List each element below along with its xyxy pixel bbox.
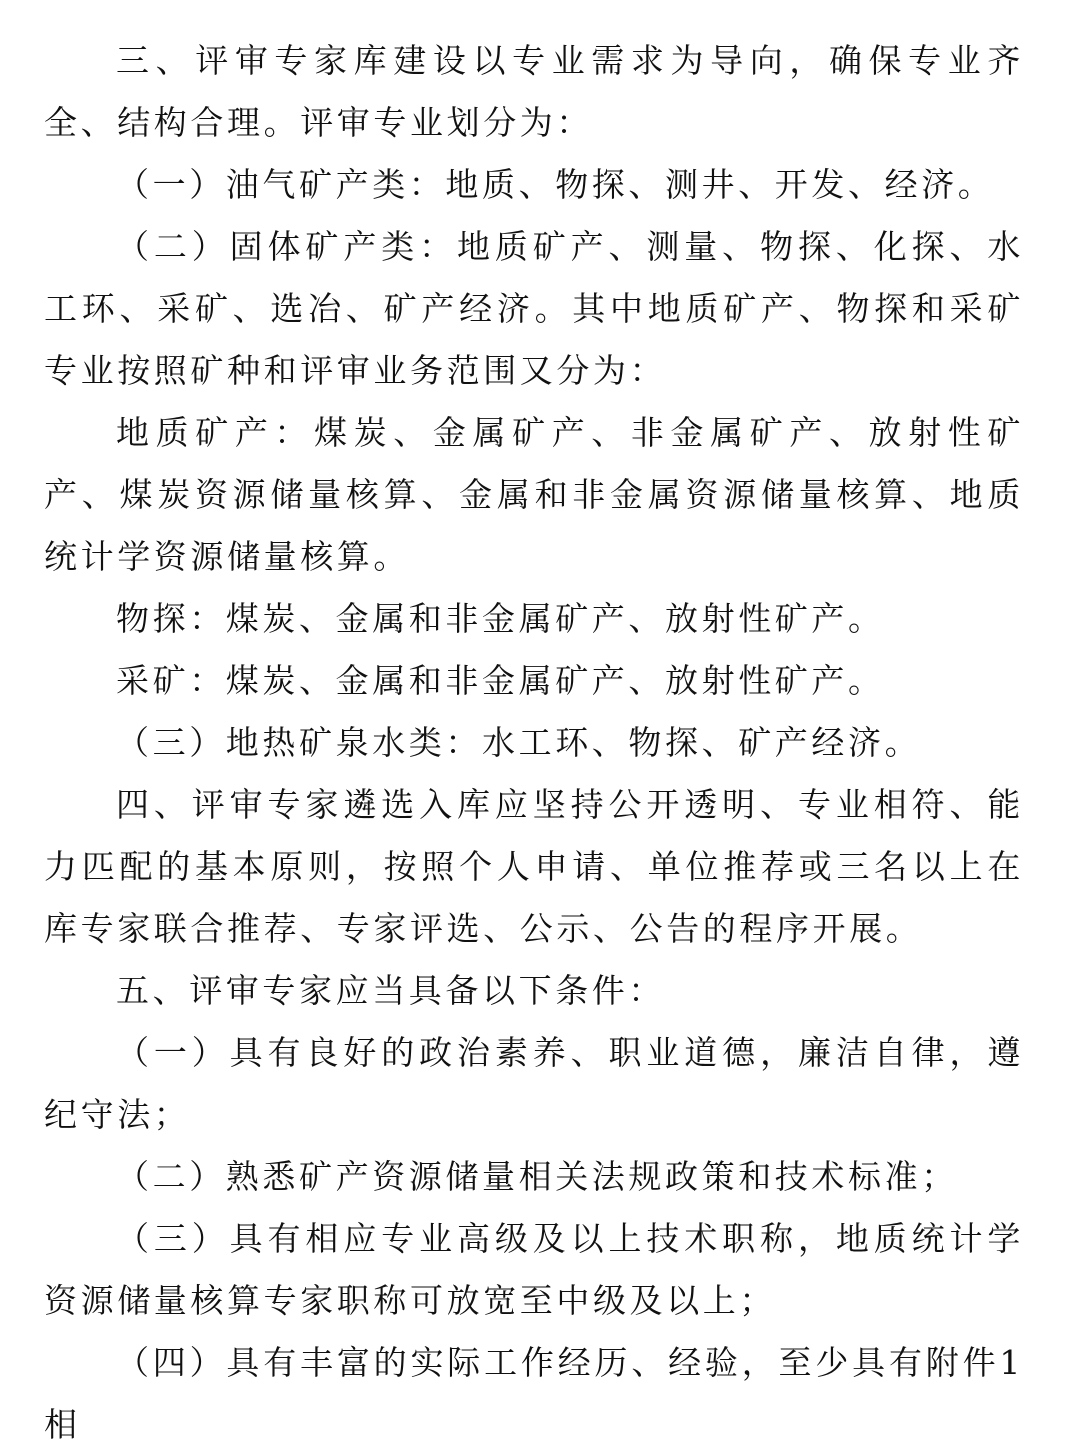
- subcategory-geology-minerals: 地质矿产：煤炭、金属矿产、非金属矿产、放射性矿产、煤炭资源储量核算、金属和非金属资源储量核算、地质统计学资源储量核算。: [44, 413, 1024, 576]
- category-geothermal: （三）地热矿泉水类：水工环、物探、矿产经济。: [116, 723, 922, 762]
- subcategory-geophysics: 物探：煤炭、金属和非金属矿产、放射性矿产。: [116, 599, 885, 638]
- section-5-intro: 五、评审专家应当具备以下条件：: [116, 971, 665, 1010]
- condition-3: （三）具有相应专业高级及以上技术职称，地质统计学资源储量核算专家职称可放宽至中级及以上；: [44, 1219, 1024, 1320]
- section-3-intro: 三、评审专家库建设以专业需求为导向，确保专业齐全、结构合理。评审专业划分为：: [44, 41, 1024, 142]
- subcategory-mining: 采矿：煤炭、金属和非金属矿产、放射性矿产。: [116, 661, 885, 700]
- category-solid-minerals: （二）固体矿产类：地质矿产、测量、物探、化探、水工环、采矿、选冶、矿产经济。其中地质矿产、物探和采矿专业按照矿种和评审业务范围又分为：: [44, 227, 1024, 390]
- condition-2: （二）熟悉矿产资源储量相关法规政策和技术标准；: [116, 1157, 958, 1196]
- category-oil-gas: （一）油气矿产类：地质、物探、测井、开发、经济。: [116, 165, 995, 204]
- condition-1: （一）具有良好的政治素养、职业道德，廉洁自律，遵纪守法；: [44, 1033, 1024, 1134]
- section-4-selection: 四、评审专家遴选入库应坚持公开透明、专业相符、能力匹配的基本原则，按照个人申请、单位推荐或三名以上在库专家联合推荐、专家评选、公示、公告的程序开展。: [44, 785, 1024, 948]
- condition-4: （四）具有丰富的实际工作经历、经验，至少具有附件1相: [44, 1343, 1024, 1444]
- document-body: [44, 30, 1024, 1456]
